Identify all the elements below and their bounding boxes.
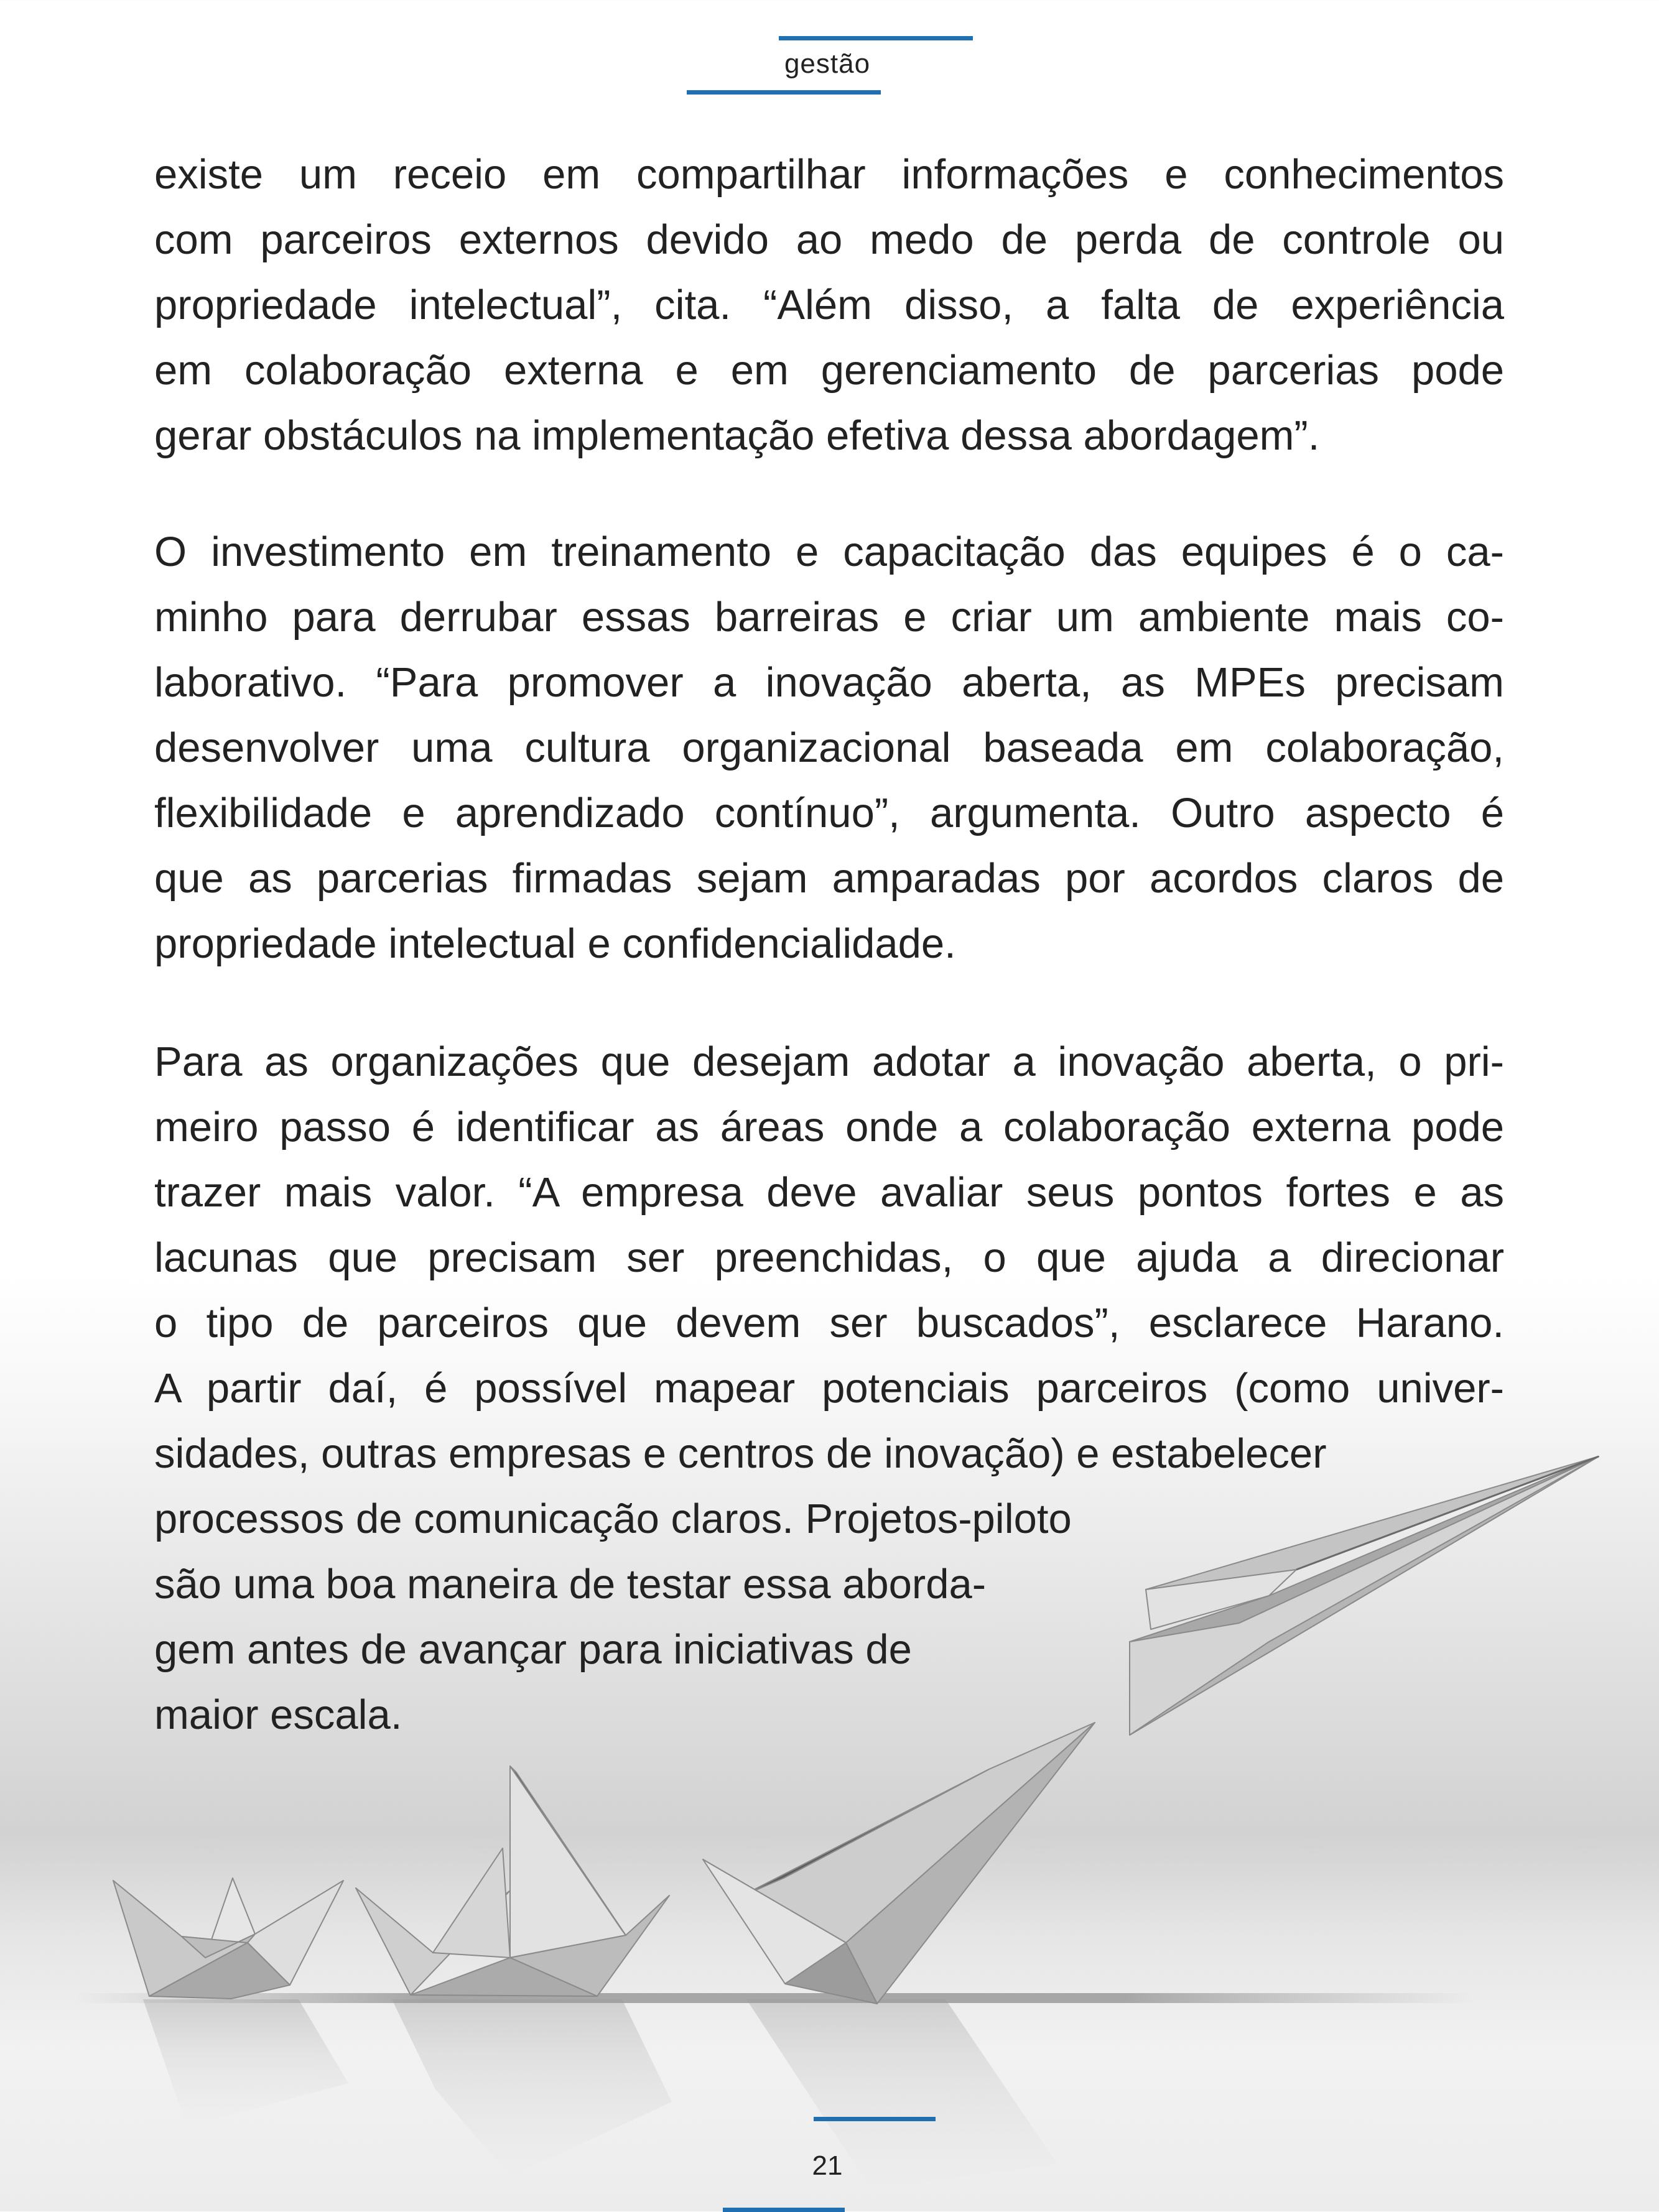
text-line: maior escala. (154, 1691, 402, 1738)
paragraph-2 (154, 519, 1504, 976)
paragraph-3 (154, 1029, 1504, 1747)
text-line: existe um receio em compartilhar informações e conhecimentos (154, 151, 1504, 198)
text-line: o tipo de parceiros que devem ser buscados”, esclarece Harano. (154, 1300, 1504, 1346)
text-line: propriedade intelectual”, cita. “Além disso, a falta de experiência (154, 282, 1504, 328)
text-line: são uma boa maneira de testar essa aborda- (154, 1561, 987, 1608)
text-line: Para as organizações que desejam adotar a inovação aberta, o pri- (154, 1039, 1504, 1085)
text-line: que as parcerias firmadas sejam amparadas por acordos claros de (154, 855, 1504, 902)
text-line: meiro passo é identificar as áreas onde a colaboração externa pode (154, 1104, 1504, 1150)
text-line: laborativo. “Para promover a inovação aberta, as MPEs precisam (154, 659, 1504, 706)
text-line: minho para derrubar essas barreiras e criar um ambiente mais co- (154, 594, 1504, 641)
text-line: processos de comunicação claros. Projetos-piloto (154, 1496, 1072, 1542)
section-label: gestão (784, 49, 871, 79)
text-line: sidades, outras empresas e centros de inovação) e estabelecer (154, 1430, 1327, 1477)
paragraph-1 (154, 142, 1504, 468)
text-line: gem antes de avançar para iniciativas de (154, 1626, 912, 1673)
paper-boat-small (113, 1878, 343, 1999)
page-number: 21 (812, 2150, 843, 2181)
paper-boat-medium (356, 1766, 669, 1996)
text-line: A partir daí, é possível mapear potenciais parceiros (como univer- (154, 1365, 1504, 1412)
text-line: em colaboração externa e em gerenciamento de parcerias pode (154, 347, 1504, 394)
text-line: propriedade intelectual e confidencialidade. (154, 920, 956, 967)
paper-boat-plane-hybrid (703, 1723, 1095, 2004)
text-line: O investimento em treinamento e capacitação das equipes é o ca- (154, 529, 1504, 575)
text-line: trazer mais valor. “A empresa deve avaliar seus pontos fortes e as (154, 1169, 1504, 1216)
text-line: flexibilidade e aprendizado contínuo”, argumenta. Outro aspecto é (154, 790, 1504, 836)
footer-rule-top (814, 2117, 936, 2121)
reflections (143, 1999, 1057, 2189)
text-line: com parceiros externos devido ao medo de perda de controle ou (154, 216, 1504, 263)
text-line: desenvolver uma cultura organizacional baseada em colaboração, (154, 724, 1504, 771)
text-line: lacunas que precisam ser preenchidas, o que ajuda a direcionar (154, 1234, 1504, 1281)
text-line: gerar obstáculos na implementação efetiva dessa abordagem”. (154, 412, 1320, 459)
